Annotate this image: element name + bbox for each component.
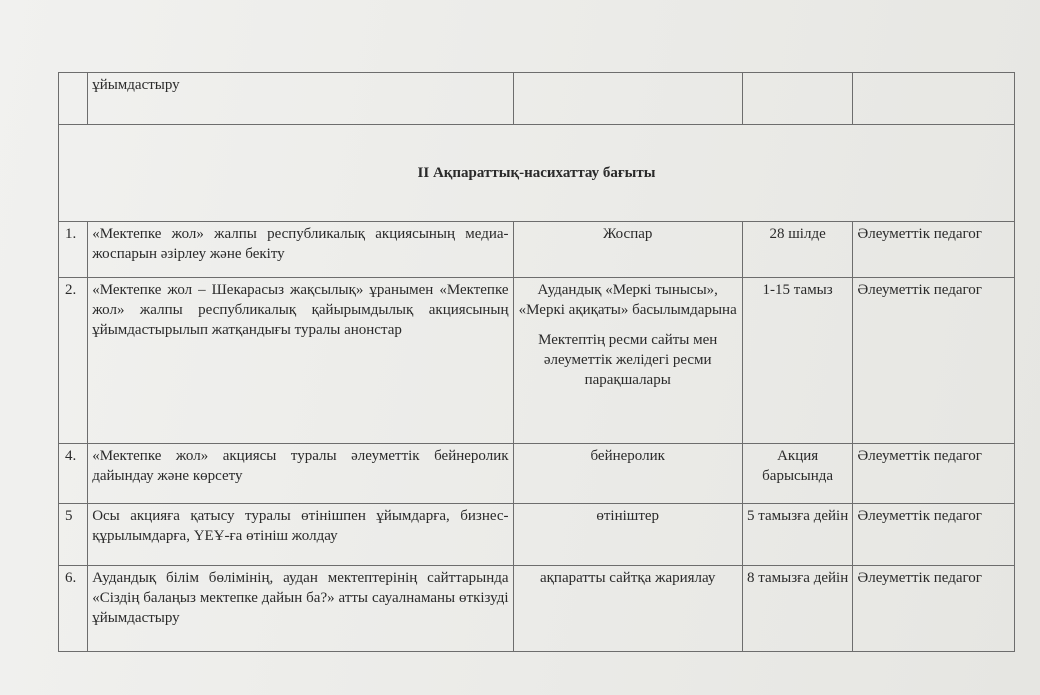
row-number: 2. <box>59 278 88 444</box>
row-form: бейнеролик <box>513 444 742 504</box>
row-responsible: Әлеуметтік педагог <box>853 444 1015 504</box>
row-date: Акция барысында <box>742 444 853 504</box>
row-number: 4. <box>59 444 88 504</box>
plan-table <box>58 72 1015 652</box>
row-form: Жоспар <box>513 222 742 278</box>
row-form: ақпаратты сайтқа жариялау <box>513 566 742 652</box>
row-activity: «Мектепке жол» жалпы республикалық акциясының медиа-жоспарын әзірлеу және бекіту <box>88 222 513 278</box>
row-date: 8 тамызға дейін <box>742 566 853 652</box>
table-row <box>59 222 1015 278</box>
responsible-cell <box>853 73 1015 125</box>
section-row <box>59 125 1015 222</box>
row-responsible: Әлеуметтік педагог <box>853 504 1015 566</box>
row-activity: Осы акцияға қатысу туралы өтінішпен ұйымдарға, бизнес-құрылымдарға, ҮЕҰ-ға өтініш жолдау <box>88 504 513 566</box>
form-line: Мектептің ресми сайты мен әлеуметтік желідегі ресми парақшалары <box>538 332 718 388</box>
table-row <box>59 444 1015 504</box>
row-date: 28 шілде <box>742 222 853 278</box>
row-responsible: Әлеуметтік педагог <box>853 222 1015 278</box>
row-activity: Аудандық білім бөлімінің, аудан мектептерінің сайттарында «Сіздің балаңыз мектепке дайын ба?» атты сауалнаманы өткізуді ұйымдастыру <box>88 566 513 652</box>
continuation-text: ұйымдастыру <box>88 73 513 125</box>
row-number: 1. <box>59 222 88 278</box>
row-date: 1-15 тамыз <box>742 278 853 444</box>
row-responsible: Әлеуметтік педагог <box>853 278 1015 444</box>
section-title: II Ақпараттық-насихаттау бағыты <box>59 125 1015 222</box>
table-row <box>59 278 1015 444</box>
form-line: Аудандық «Меркі тынысы», «Меркі ақиқаты» басылымдарына <box>518 282 737 318</box>
table-row <box>59 566 1015 652</box>
row-form <box>513 278 742 444</box>
form-cell <box>513 73 742 125</box>
row-number: 5 <box>59 504 88 566</box>
date-cell <box>742 73 853 125</box>
num-cell <box>59 73 88 125</box>
row-number: 6. <box>59 566 88 652</box>
row-responsible: Әлеуметтік педагог <box>853 566 1015 652</box>
continuation-row <box>59 73 1015 125</box>
row-activity: «Мектепке жол» акциясы туралы әлеуметтік бейнеролик дайындау және көрсету <box>88 444 513 504</box>
row-form: өтініштер <box>513 504 742 566</box>
table-row <box>59 504 1015 566</box>
row-date: 5 тамызға дейін <box>742 504 853 566</box>
row-activity: «Мектепке жол – Шекарасыз жақсылық» ұранымен «Мектепке жол» жалпы республикалық қайырымдылық акциясының ұйымдастырылып жатқандығы туралы анонстар <box>88 278 513 444</box>
